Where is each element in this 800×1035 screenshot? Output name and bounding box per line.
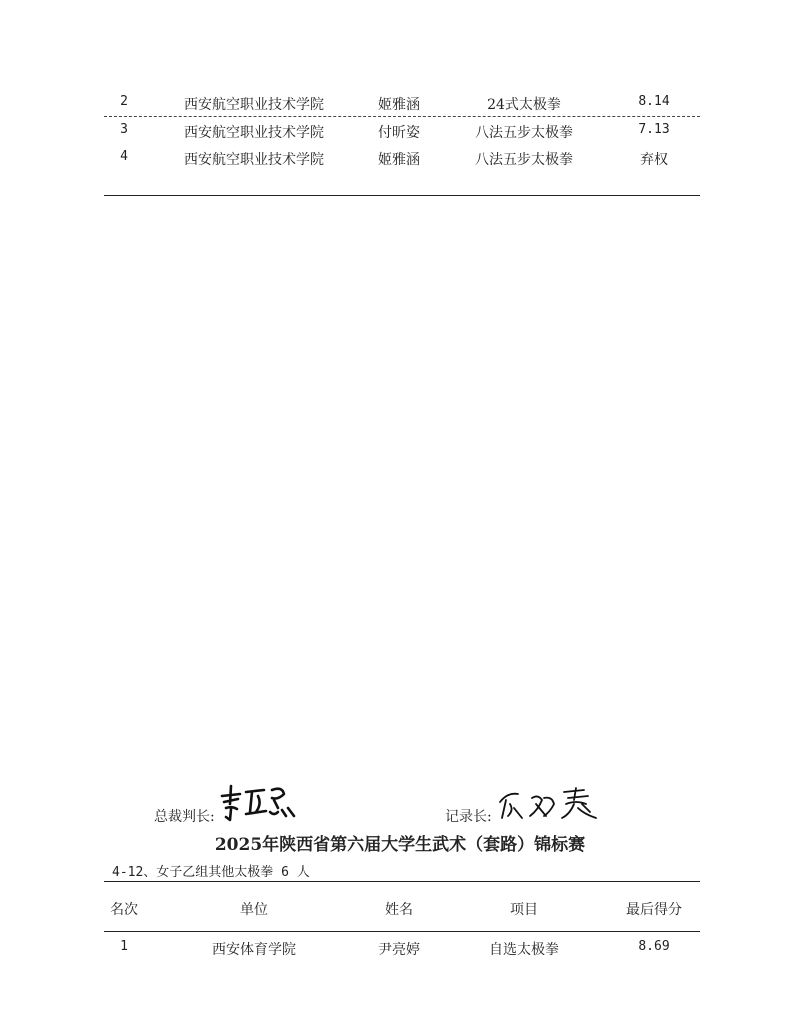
chief-judge-label: 总裁判长: [154, 809, 215, 825]
unit-cell: 西安航空职业技术学院 [184, 125, 324, 141]
header-rank: 名次 [110, 902, 138, 918]
table-header-row [104, 899, 700, 923]
score-cell: 8.69 [638, 939, 670, 954]
name-cell: 姬雅涵 [378, 152, 420, 168]
recorder-label: 记录长: [445, 809, 492, 825]
table-row [104, 122, 700, 146]
rank-cell: 1 [120, 939, 128, 954]
table-row [104, 94, 700, 118]
name-cell: 姬雅涵 [378, 97, 420, 113]
header-score: 最后得分 [626, 902, 682, 918]
table-row [104, 939, 700, 963]
score-cell: 弃权 [640, 152, 668, 168]
unit-cell: 西安航空职业技术学院 [184, 97, 324, 113]
event-cell: 八法五步太极拳 [475, 152, 573, 168]
score-cell: 7.13 [638, 122, 670, 137]
rank-cell: 4 [120, 149, 128, 164]
event-cell: 八法五步太极拳 [475, 125, 573, 141]
header-rule [104, 931, 700, 932]
event-cell: 24式太极拳 [487, 97, 561, 113]
header-unit: 单位 [240, 902, 268, 918]
unit-cell: 西安航空职业技术学院 [184, 152, 324, 168]
name-cell: 付昕姿 [378, 125, 420, 141]
page-title: 2025年陕西省第六届大学生武术（套路）锦标赛 [214, 835, 586, 855]
header-name: 姓名 [385, 902, 413, 918]
header-event: 项目 [510, 902, 538, 918]
score-cell: 8.14 [638, 94, 670, 109]
section-subtitle: 4-12、女子乙组其他太极拳 6 人 [112, 865, 310, 880]
rank-cell: 3 [120, 122, 128, 137]
event-cell: 自选太极拳 [489, 942, 559, 958]
chief-judge-signature [218, 782, 298, 822]
table-bottom-rule [104, 195, 700, 196]
unit-cell: 西安体育学院 [212, 942, 296, 958]
table-row [104, 149, 700, 173]
recorder-signature [496, 784, 604, 824]
name-cell: 尹亮婷 [378, 942, 420, 958]
row-divider [104, 116, 700, 117]
rank-cell: 2 [120, 94, 128, 109]
table-top-rule [104, 881, 700, 882]
